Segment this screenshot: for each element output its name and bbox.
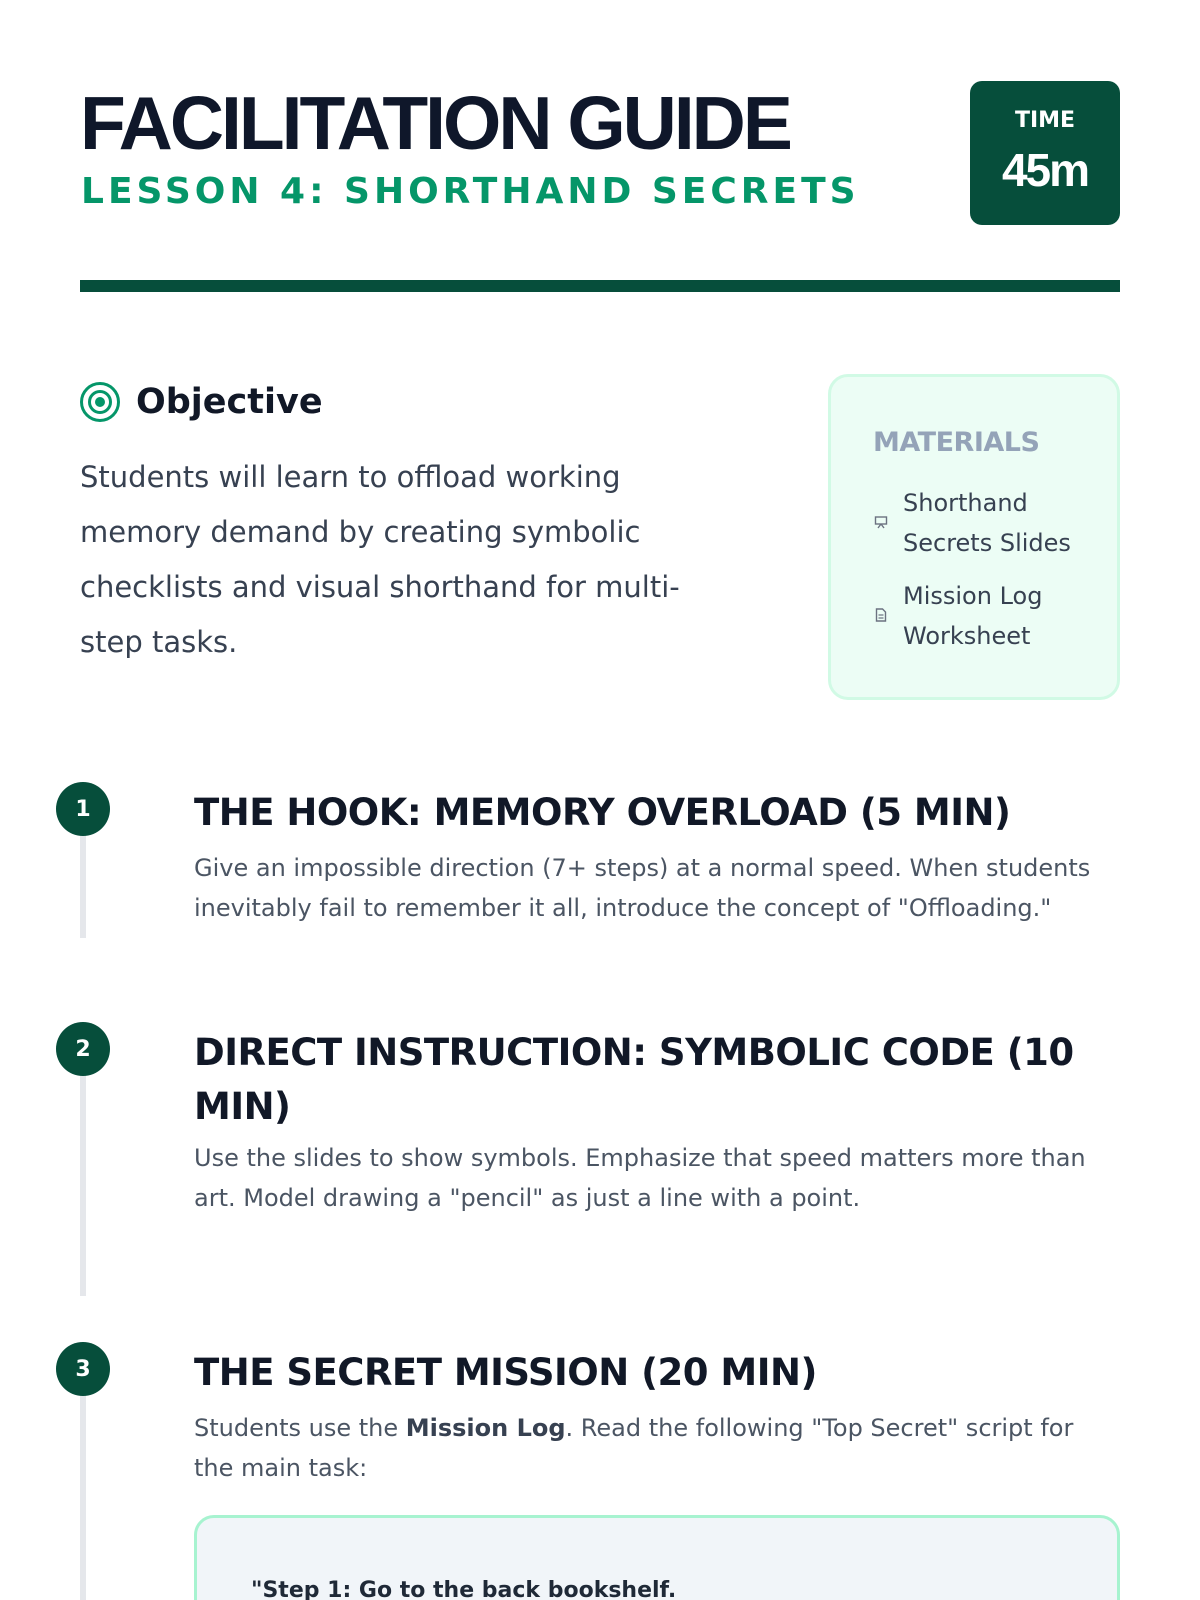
material-item xyxy=(873,576,1093,656)
material-label: Mission Log Worksheet xyxy=(903,582,1043,650)
objective-title: Objective xyxy=(136,382,323,422)
step-description: Use the slides to show symbols. Emphasize that speed matters more than art. Model drawing a "pencil" as just a line with a point. xyxy=(194,1144,1086,1212)
materials-title: MATERIALS xyxy=(873,427,1040,458)
page-title: FACILITATION GUIDE xyxy=(80,81,790,165)
lesson-subtitle: LESSON 4: SHORTHAND SECRETS xyxy=(81,171,860,212)
header-divider xyxy=(80,280,1120,292)
step-number: 3 xyxy=(56,1342,110,1396)
step-connector xyxy=(80,1394,86,1600)
time-badge xyxy=(970,81,1120,225)
materials-card xyxy=(828,374,1120,700)
step-description xyxy=(194,1408,1114,1488)
step-description-text: Students use the xyxy=(194,1414,406,1442)
script-card xyxy=(194,1515,1120,1600)
presentation-icon xyxy=(873,515,889,532)
target-icon xyxy=(80,382,120,422)
objective-text: Students will learn to offload working memory demand by creating symbolic checklists and visual shorthand for multi-step tasks. xyxy=(80,460,680,659)
material-item xyxy=(873,483,1093,563)
time-value: 45m xyxy=(1001,144,1089,196)
step-title: THE HOOK: MEMORY OVERLOAD (5 MIN) xyxy=(194,791,1011,834)
material-label: Shorthand Secrets Slides xyxy=(903,489,1071,557)
time-label: TIME xyxy=(1014,108,1076,133)
mission-log-highlight: Mission Log xyxy=(405,1414,566,1442)
step-number: 2 xyxy=(56,1022,110,1076)
step-1 xyxy=(56,782,1120,962)
script-line: "Step 1: Go to the back bookshelf. xyxy=(251,1578,677,1600)
step-connector xyxy=(80,834,86,938)
objective-heading xyxy=(80,380,323,424)
document-icon xyxy=(873,608,889,625)
step-number: 1 xyxy=(56,782,110,836)
step-connector xyxy=(80,1074,86,1296)
guide-header xyxy=(80,78,1120,228)
step-description: Give an impossible direction (7+ steps) at a normal speed. When students inevitably fail to remember it all, introduce the concept of "Offloading." xyxy=(194,854,1091,922)
step-2 xyxy=(56,1022,1120,1282)
step-title: DIRECT INSTRUCTION: SYMBOLIC CODE (10 MIN) xyxy=(194,1031,1074,1128)
step-title: THE SECRET MISSION (20 MIN) xyxy=(194,1351,817,1394)
step-description-text: . Read the following "Top Secret" script for the main task: xyxy=(194,1414,1074,1482)
